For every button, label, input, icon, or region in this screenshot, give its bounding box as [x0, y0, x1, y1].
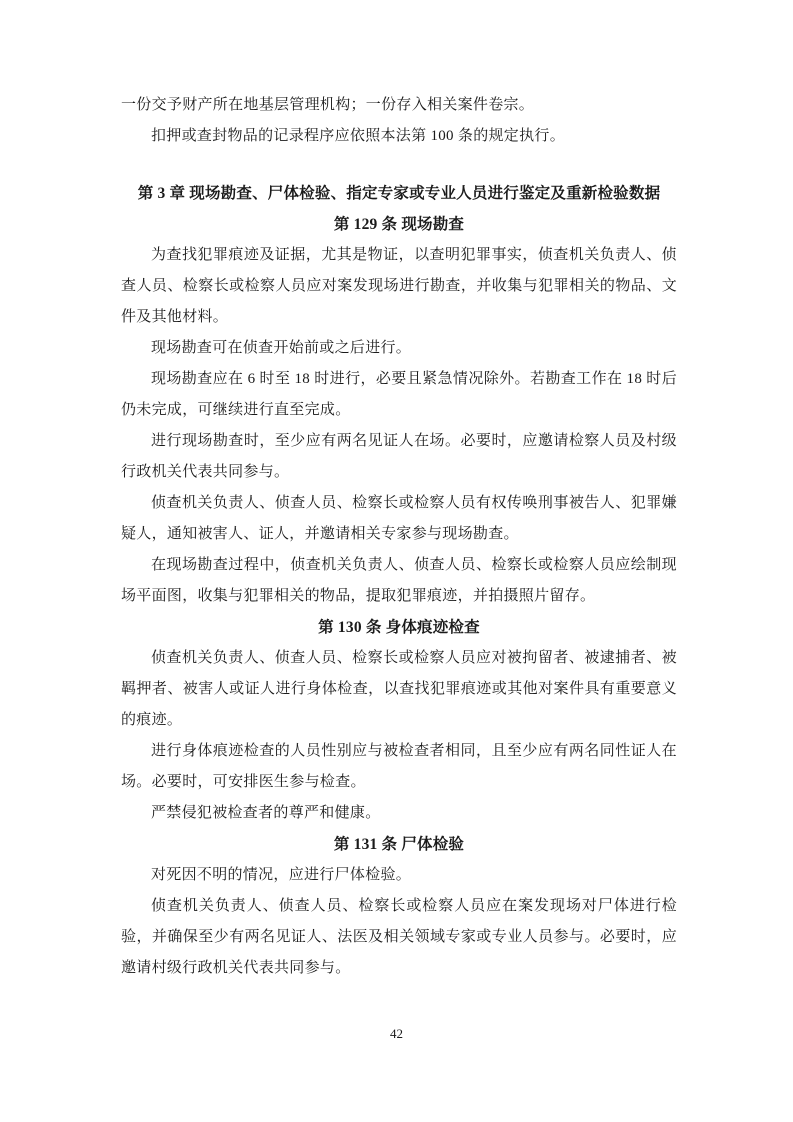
paragraph: 进行现场勘查时，至少应有两名见证人在场。必要时，应邀请检察人员及村级行政机关代表共同参与。	[121, 433, 677, 480]
page-number: 42	[390, 1026, 403, 1041]
paragraph: 严禁侵犯被检查者的尊严和健康。	[151, 805, 381, 821]
paragraph-continuation: 一份交予财产所在地基层管理机构；一份存入相关案件卷宗。	[121, 97, 535, 113]
paragraph: 侦查机关负责人、侦查人员、检察长或检察人员应在案发现场对尸体进行检验，并确保至少有两名见证人、法医及相关领域专家或专业人员参与。必要时，应邀请村级行政机关代表共同参与。	[121, 898, 677, 976]
paragraph: 在现场勘查过程中，侦查机关负责人、侦查人员、检察长或检察人员应绘制现场平面图，收集与犯罪相关的物品，提取犯罪痕迹，并拍摄照片留存。	[121, 557, 677, 604]
paragraph: 侦查机关负责人、侦查人员、检察长或检察人员应对被拘留者、被逮捕者、被羁押者、被害人或证人进行身体检查，以查找犯罪痕迹或其他对案件具有重要意义的痕迹。	[121, 650, 677, 728]
paragraph: 进行身体痕迹检查的人员性别应与被检查者相同，且至少应有两名同性证人在场。必要时，可安排医生参与检查。	[121, 743, 677, 790]
paragraph: 现场勘查可在侦查开始前或之后进行。	[151, 340, 412, 356]
article-heading-130: 第 130 条 身体痕迹检查	[318, 619, 480, 636]
article-heading-129: 第 129 条 现场勘查	[333, 216, 465, 233]
paragraph: 为查找犯罪痕迹及证据，尤其是物证，以查明犯罪事实，侦查机关负责人、侦查人员、检察长或检察人员应对案发现场进行勘查，并收集与犯罪相关的物品、文件及其他材料。	[121, 247, 677, 325]
paragraph: 扣押或查封物品的记录程序应依照本法第 100 条的规定执行。	[151, 128, 566, 144]
paragraph: 对死因不明的情况，应进行尸体检验。	[151, 867, 412, 883]
article-heading-131: 第 131 条 尸体检验	[333, 836, 465, 853]
chapter-heading: 第 3 章 现场勘查、尸体检验、指定专家或专业人员进行鉴定及重新检验数据	[137, 185, 661, 202]
paragraph: 现场勘查应在 6 时至 18 时进行，必要且紧急情况除外。若勘查工作在 18 时后仍未完成，可继续进行直至完成。	[121, 371, 677, 418]
document-body	[121, 90, 677, 984]
paragraph: 侦查机关负责人、侦查人员、检察长或检察人员有权传唤刑事被告人、犯罪嫌疑人，通知被害人、证人，并邀请相关专家参与现场勘查。	[121, 495, 677, 542]
